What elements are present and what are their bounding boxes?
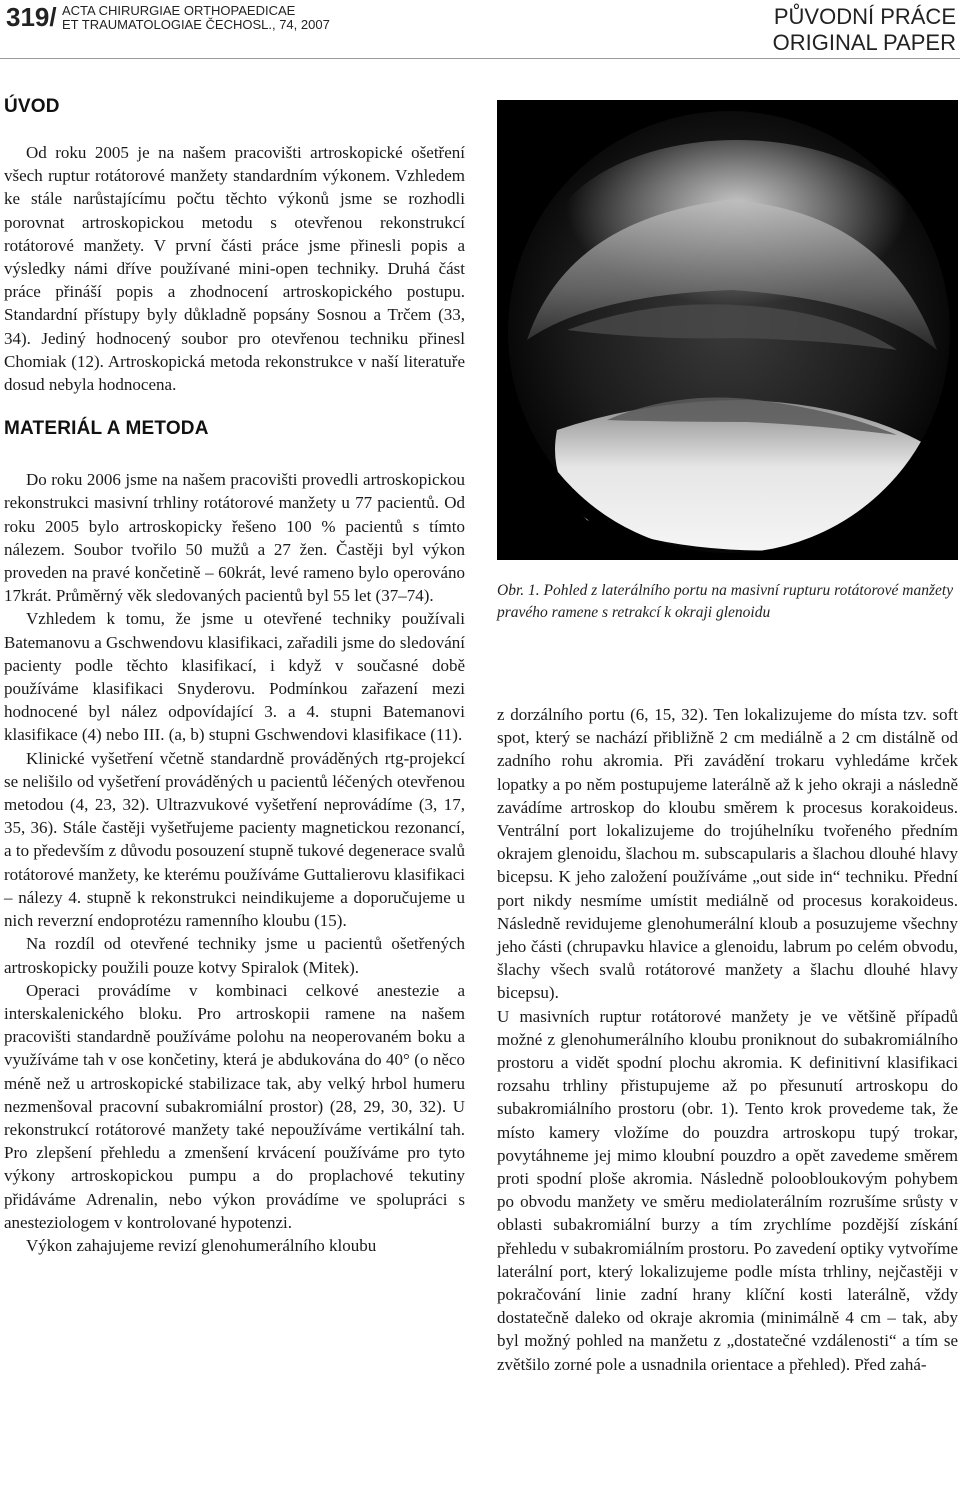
header-divider: [0, 58, 960, 59]
methods-paragraph-6: Výkon zahajujeme revizí glenohumerálního kloubu: [26, 1235, 377, 1255]
intro-heading: ÚVOD: [4, 96, 60, 117]
right-paragraph-2: U masivních ruptur rotátorové manžety je ve většině případů možné z glenohumerálního kloubu proniknout do subakromiálního prostoru a vidět spodní plochu akromia. K definitivní klasifikaci rozsahu trhliny přistupujeme až po přesunutí artroskopu do subakromiálního prostoru (obr. 1). Tento krok provedeme tak, že místo kamery vložíme do pouzdra artroskopu tupý trokar, povytáhneme jej mimo kloubní pouzdro a opět zavedeme směrem proti spodní ploše akromia. Následně poloobloukovým pohybem po obvodu manžety ve směru mediolaterálním rozrušíme srůsty v oblasti subakromiální burzy a tím zrychlíme pozdější získání přehledu v subakromiálním prostoru. Po zavedení optiky vytvoříme laterální port, který lokalizujeme podle místa trhliny, nejčastěji v pokračování linie zadní hrany klíční kosti laterálně, vždy dostatečně daleko od okraje akromia (minimálně 4 cm – tak, aby byl možný pohled na manžetu z „dostatečné vzdálenosti“ a tím se zvětšilo zorné pole a usnadnila orientace a přehled). Před zahá-: [497, 1006, 958, 1374]
methods-paragraph-4: Na rozdíl od otevřené techniky jsme u pacientů ošetřených artroskopicky použili pouze kotvy Spiralok (Mitek).: [4, 934, 465, 977]
journal-title-line2: ET TRAUMATOLOGIAE ČECHOSL., 74, 2007: [62, 17, 330, 32]
intro-paragraph: Od roku 2005 je na našem pracovišti artroskopické ošetření všech ruptur rotátorové manžety standardním výkonem. Vzhledem ke stále narůstajícímu počtu těchto výkonů jsme se rozhodli porovnat artroskopickou metodu s otevřenou rekonstrukcí rotátorové manžety. V první části práce jsme přinesli popis a výsledky námi dříve používané mini-open techniky. Druhá část práce přináší popis a zhodnocení artroskopického postupu. Standardní přístupy byly důkladně popsány Sosnou a Trčem (33, 34). Jediný hodnocený soubor pro otevřenou techniku přinesl Chomiak (12). Artroskopická metoda rekonstrukce v naší literatuře dosud nebyla hodnocena.: [4, 143, 465, 395]
journal-title: [62, 4, 330, 32]
methods-paragraph-5: Operaci provádíme v kombinaci celkové anestezie a interskalenického bloku. Pro artroskopii ramene na našem pracovišti standardně používáme polohu na neoperovaném boku a využíváme tah v ose končetiny, která je abdukována do 40° (o něco méně než u artroskopické stabilizace tak, aby velký hrbol humeru nezmenšoval pracovní subakromiální prostor) (28, 29, 30, 32). U rekonstrukcí rotátorové manžety také nepoužíváme vertikální tah. Pro zlepšení přehledu a zmenšení krvácení používáme pro tyto výkony artroskopickou pumpu a do proplachové tekutiny přidáváme Adrenalin, nebo výkon provádíme ve spolupráci s anesteziologem v kontrolované hypotenzi.: [4, 980, 465, 1232]
journal-title-line1: ACTA CHIRURGIAE ORTHOPAEDICAE: [62, 3, 296, 18]
article-type: [773, 4, 956, 56]
page-number: 319/: [6, 2, 57, 32]
methods-paragraph-1: Do roku 2006 jsme na našem pracovišti provedli artroskopickou rekonstrukci masivní trhliny rotátorové manžety u 77 pacientů. Od roku 2005 bylo artroskopicky řešeno 100 % pacientů s tímto nálezem. Soubor tvořilo 50 mužů a 27 žen. Častěji byl výkon proveden na pravé končetině – 60krát, levé rameno bylo operováno 17krát. Průměrný věk sledovaných pacientů byl 55 let (37–74).: [4, 470, 465, 606]
article-type-en: ORIGINAL PAPER: [772, 30, 956, 55]
article-type-cz: PŮVODNÍ PRÁCE: [773, 4, 956, 29]
arthroscopy-figure-image: [497, 100, 958, 560]
right-column: [497, 703, 958, 1376]
left-column: [4, 96, 465, 1257]
running-header: [0, 0, 960, 56]
methods-paragraph-3: Klinické vyšetření včetně standardně prováděných rtg-projekcí se nelišilo od vyšetření prováděných u pacientů léčených otevřenou metodou (4, 23, 32). Ultrazvukové vyšetření neprovádíme (3, 17, 35, 36). Stále častěji vyšetřujeme pacienty magnetickou rezonancí, a to především z důvodu posouzení stupně tukové degenerace svalů rotátorové manžety, ke kterému používáme Guttalierovu klasifikaci – nálezy 4. stupně k rekonstrukci neindikujeme a doporučujeme u nich reverzní endoprotézu ramenního kloubu (15).: [4, 748, 465, 931]
methods-paragraph-2: Vzhledem k tomu, že jsme u otevřené techniky používali Batemanovu a Gschwendovu klasifikaci, zařadili jsme do sledování pacienty podle těchto klasifikací, i když v současné době používáme klasifikaci Snyderovu. Podmínkou zařazení mezi hodnocené byl nález odpovídající 3. a 4. stupni Batemanovi klasifikace (4) nebo III. (a, b) stupni Gschwendovi klasifikace (11).: [4, 609, 465, 745]
arthroscopy-photo-graphic: [497, 100, 958, 560]
right-paragraph-1: z dorzálního portu (6, 15, 32). Ten lokalizujeme do místa tzv. soft spot, který se nachází přibližně 2 cm mediálně a 2 cm distálně od zadního rohu akromia. Při zavádění trokaru vyhledáme krček lopatky a po něm postupujeme laterálně až k jeho okraji a následně zavádíme artroskop do kloubu směrem k procesus korakoideus. Ventrální port lokalizujeme do trojúhelníku tvořeného předním okrajem glenoidu, šlachou m. subscapularis a šlachou dlouhé hlavy bicepsu. K jeho založení používáme „out side in“ techniku. Přední port nikdy nesmíme umístit mediálně od procesus korakoideus. Následně revidujeme glenohumerální kloub a posuzujeme všechny jeho části (chrupavku hlavice a glenoidu, labrum po celém obvodu, šlachy všech svalů rotátorové manžety a šlachu dlouhé hlavy bicepsu).: [497, 705, 958, 1003]
figure-caption: Obr. 1. Pohled z laterálního portu na masivní rupturu rotátorové manžety pravého ramene s retrakcí k okraji glenoidu: [497, 582, 954, 621]
methods-heading: MATERIÁL A METODA: [4, 418, 209, 440]
